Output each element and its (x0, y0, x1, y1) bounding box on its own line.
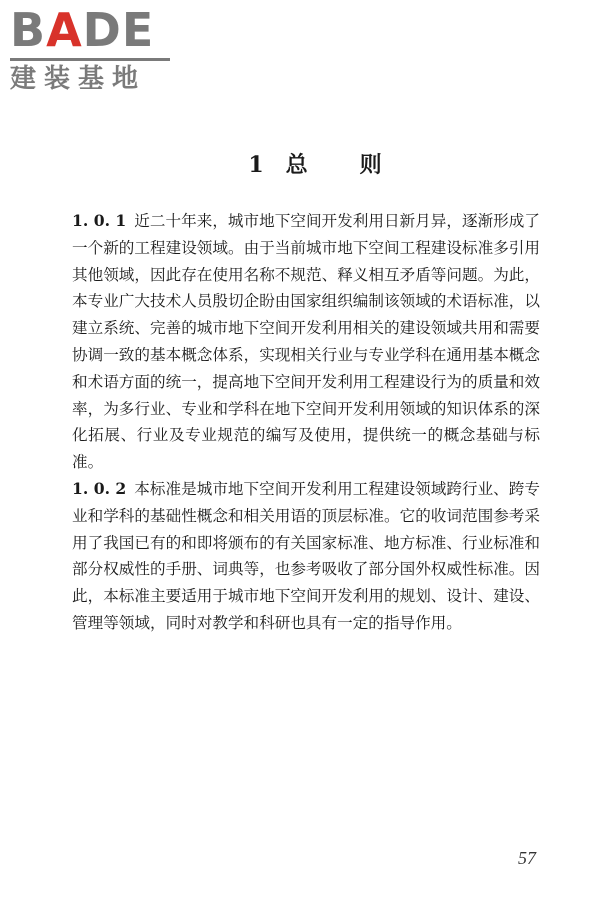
logo-wordmark (10, 4, 175, 56)
logo-rule (10, 58, 170, 61)
chapter-title-char-1: 总 (285, 152, 308, 178)
body-content (72, 208, 540, 637)
chapter-title-char-2: 则 (359, 152, 382, 178)
paragraph-text: 本标准是城市地下空间开发利用工程建设领域跨行业、跨专业和学科的基础性概念和相关用语的顶层标准。它的收词范围参考采用了我国已有的和即将颁布的有关国家标准、地方标准、行业标准和部分权威性的手册、词典等，也参考吸收了部分国外权威性标准。因此，本标准主要适用于城市地下空间开发利用的规划、设计、建设、管理等领域，同时对教学和科研也具有一定的指导作用。 (72, 479, 540, 632)
clause-number: 1. 0. 2 (72, 478, 127, 498)
chapter-number: 1 (248, 152, 264, 178)
paragraph-1-0-1 (72, 208, 540, 476)
logo-letters-de: DE (82, 3, 155, 57)
paragraph-text: 近二十年来，城市地下空间开发利用日新月异，逐渐形成了一个新的工程建设领域。由于当前城市地下空间工程建设标准多引用其他领域，因此存在使用名称不规范、释义相互矛盾等问题。为此，本专业广大技术人员殷切企盼由国家组织编制该领域的术语标准，以建立系统、完善的城市地下空间开发利用相关的建设领域共用和需要协调一致的基本概念体系，实现相关行业与专业学科在通用基本概念和术语方面的统一，提高地下空间开发利用工程建设行为的质量和效率，为多行业、专业和学科在地下空间开发利用领域的知识体系的深化拓展、行业及专业规范的编写及使用，提供统一的概念基础与标准。 (72, 212, 540, 472)
paragraph-1-0-2 (72, 476, 540, 637)
page-number: 57 (518, 848, 536, 868)
logo-subtitle: 建装基地 (10, 64, 147, 94)
clause-number: 1. 0. 1 (72, 211, 127, 230)
chapter-heading (0, 150, 600, 180)
publisher-logo (10, 4, 175, 95)
logo-letter-b: B (10, 3, 47, 57)
logo-letter-a: A (46, 3, 83, 57)
